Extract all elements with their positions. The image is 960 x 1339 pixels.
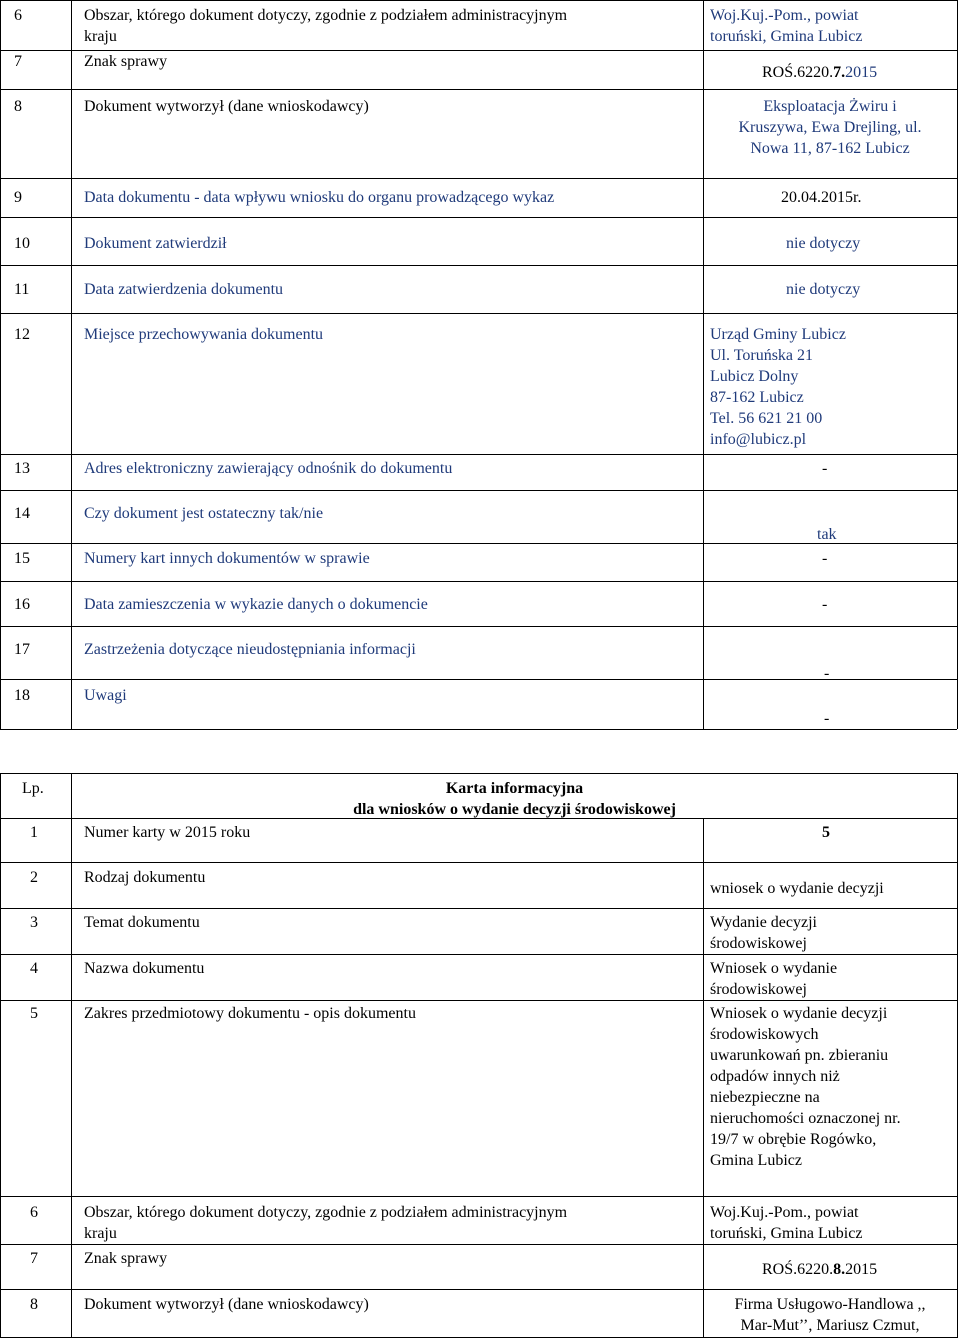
row-number: 5 bbox=[30, 1005, 38, 1022]
row-number: 8 bbox=[14, 98, 22, 115]
row-number: 6 bbox=[30, 1204, 38, 1221]
row-number: 11 bbox=[14, 281, 30, 298]
row-number: 14 bbox=[14, 505, 30, 522]
row-number: 7 bbox=[30, 1250, 38, 1267]
table-rule bbox=[0, 729, 957, 730]
row-number: 1 bbox=[30, 824, 38, 841]
row-number: 4 bbox=[30, 960, 38, 977]
row-label: Czy dokument jest ostateczny tak/nie bbox=[84, 505, 324, 522]
row-value: - bbox=[822, 550, 828, 567]
row-label: Znak sprawy bbox=[84, 1250, 168, 1267]
row-value: Woj.Kuj.-Pom., powiat toruński, Gmina Lubicz bbox=[710, 1204, 863, 1242]
table-rule bbox=[0, 543, 957, 544]
table-rule bbox=[0, 1196, 957, 1197]
row-label: Rodzaj dokumentu bbox=[84, 869, 206, 886]
row-number: 15 bbox=[14, 550, 30, 567]
row-number: 8 bbox=[30, 1296, 38, 1313]
table-rule bbox=[0, 265, 957, 266]
row-label: Numer karty w 2015 roku bbox=[84, 824, 251, 841]
row-number: 2 bbox=[30, 869, 38, 886]
row-value: Woj.Kuj.-Pom., powiat toruński, Gmina Lubicz bbox=[710, 7, 863, 45]
lp-header: Lp. bbox=[22, 780, 44, 797]
table-rule bbox=[71, 773, 72, 1338]
table-rule bbox=[703, 818, 704, 1338]
row-value: - bbox=[822, 460, 828, 477]
row-label: Obszar, którego dokument dotyczy, zgodnie z podziałem administracyjnym kraju bbox=[84, 1204, 568, 1242]
row-label: Miejsce przechowywania dokumentu bbox=[84, 326, 324, 343]
table-rule bbox=[0, 773, 1, 1338]
row-label: Adres elektroniczny zawierający odnośnik do dokumentu bbox=[84, 460, 453, 477]
row-number: 10 bbox=[14, 235, 30, 252]
table-rule bbox=[957, 0, 958, 729]
table-rule bbox=[957, 773, 958, 1338]
table-rule bbox=[0, 908, 957, 909]
table-rule bbox=[0, 0, 957, 1]
row-value: Eksploatacja Żwiru i Kruszywa, Ewa Drejling, ul. Nowa 11, 87-162 Lubicz bbox=[738, 98, 922, 157]
row-label: Data zatwierdzenia dokumentu bbox=[84, 281, 284, 298]
row-label: Obszar, którego dokument dotyczy, zgodnie z podziałem administracyjnym kraju bbox=[84, 7, 568, 45]
table-rule bbox=[0, 178, 957, 179]
row-value: tak bbox=[817, 526, 837, 543]
table-rule bbox=[0, 1244, 957, 1245]
table-rule bbox=[0, 862, 957, 863]
row-number: 16 bbox=[14, 596, 30, 613]
row-value: 20.04.2015r. bbox=[781, 189, 862, 206]
row-value: - bbox=[824, 665, 830, 682]
row-label: Zakres przedmiotowy dokumentu - opis dokumentu bbox=[84, 1005, 416, 1022]
table-rule bbox=[71, 0, 72, 729]
row-label: Nazwa dokumentu bbox=[84, 960, 205, 977]
table-rule bbox=[0, 773, 957, 774]
table-rule bbox=[0, 490, 957, 491]
row-label: Dokument wytworzył (dane wnioskodawcy) bbox=[84, 98, 369, 115]
table-rule bbox=[703, 0, 704, 729]
table-rule bbox=[0, 581, 957, 582]
row-label: Uwagi bbox=[84, 687, 127, 704]
row-value: - bbox=[822, 596, 828, 613]
table-rule bbox=[0, 454, 957, 455]
row-label: Temat dokumentu bbox=[84, 914, 200, 931]
table-rule bbox=[0, 1289, 957, 1290]
row-number: 3 bbox=[30, 914, 38, 931]
row-number: 17 bbox=[14, 641, 30, 658]
table-rule bbox=[0, 0, 1, 729]
row-value: Wniosek o wydanie decyzji środowiskowych uwarunkowań pn. zbieraniu odpadów innych niż niebezpieczne na nieruchomości oznaczonej nr. 19/7 w obrębie Rogówko, Gmina Lubicz bbox=[710, 1005, 901, 1169]
card-subtitle: dla wniosków o wydanie decyzji środowiskowej bbox=[353, 801, 676, 818]
row-value: nie dotyczy bbox=[786, 235, 861, 252]
row-value: Urząd Gminy Lubicz Ul. Toruńska 21 Lubicz Dolny 87-162 Lubicz Tel. 56 621 21 00 info@lubicz.pl bbox=[710, 326, 846, 448]
table-rule bbox=[0, 89, 957, 90]
row-number: 7 bbox=[14, 53, 22, 70]
card-title: Karta informacyjna bbox=[445, 780, 584, 797]
table-rule bbox=[0, 1000, 957, 1001]
row-number: 13 bbox=[14, 460, 30, 477]
row-number: 12 bbox=[14, 326, 30, 343]
table-rule bbox=[0, 313, 957, 314]
row-label: Data zamieszczenia w wykazie danych o dokumencie bbox=[84, 596, 428, 613]
case-number: ROŚ.6220.7.2015 bbox=[762, 64, 878, 81]
row-value: Wniosek o wydanie środowiskowej bbox=[710, 960, 838, 998]
row-label: Dokument wytworzył (dane wnioskodawcy) bbox=[84, 1296, 369, 1313]
row-number: 9 bbox=[14, 189, 22, 206]
row-label: Dokument zatwierdził bbox=[84, 235, 227, 252]
row-value: - bbox=[824, 710, 830, 727]
table-rule bbox=[0, 954, 957, 955]
table-rule bbox=[0, 679, 957, 680]
table-rule bbox=[0, 1337, 957, 1338]
row-value: Wydanie decyzji środowiskowej bbox=[710, 914, 817, 952]
table-rule bbox=[0, 626, 957, 627]
row-value: wniosek o wydanie decyzji bbox=[710, 880, 884, 897]
row-label: Data dokumentu - data wpływu wniosku do organu prowadzącego wykaz bbox=[84, 189, 555, 206]
table-rule bbox=[0, 217, 957, 218]
row-label: Numery kart innych dokumentów w sprawie bbox=[84, 550, 370, 567]
row-number: 18 bbox=[14, 687, 30, 704]
case-number: ROŚ.6220.8.2015 bbox=[762, 1261, 878, 1278]
row-value: nie dotyczy bbox=[786, 281, 861, 298]
row-value: Firma Usługowo-Handlowa ,, Mar-Mut’’, Mariusz Czmut, bbox=[734, 1296, 926, 1334]
row-label: Znak sprawy bbox=[84, 53, 168, 70]
card-number: 5 bbox=[822, 824, 830, 841]
row-label: Zastrzeżenia dotyczące nieudostępniania informacji bbox=[84, 641, 416, 658]
row-number: 6 bbox=[14, 7, 22, 24]
